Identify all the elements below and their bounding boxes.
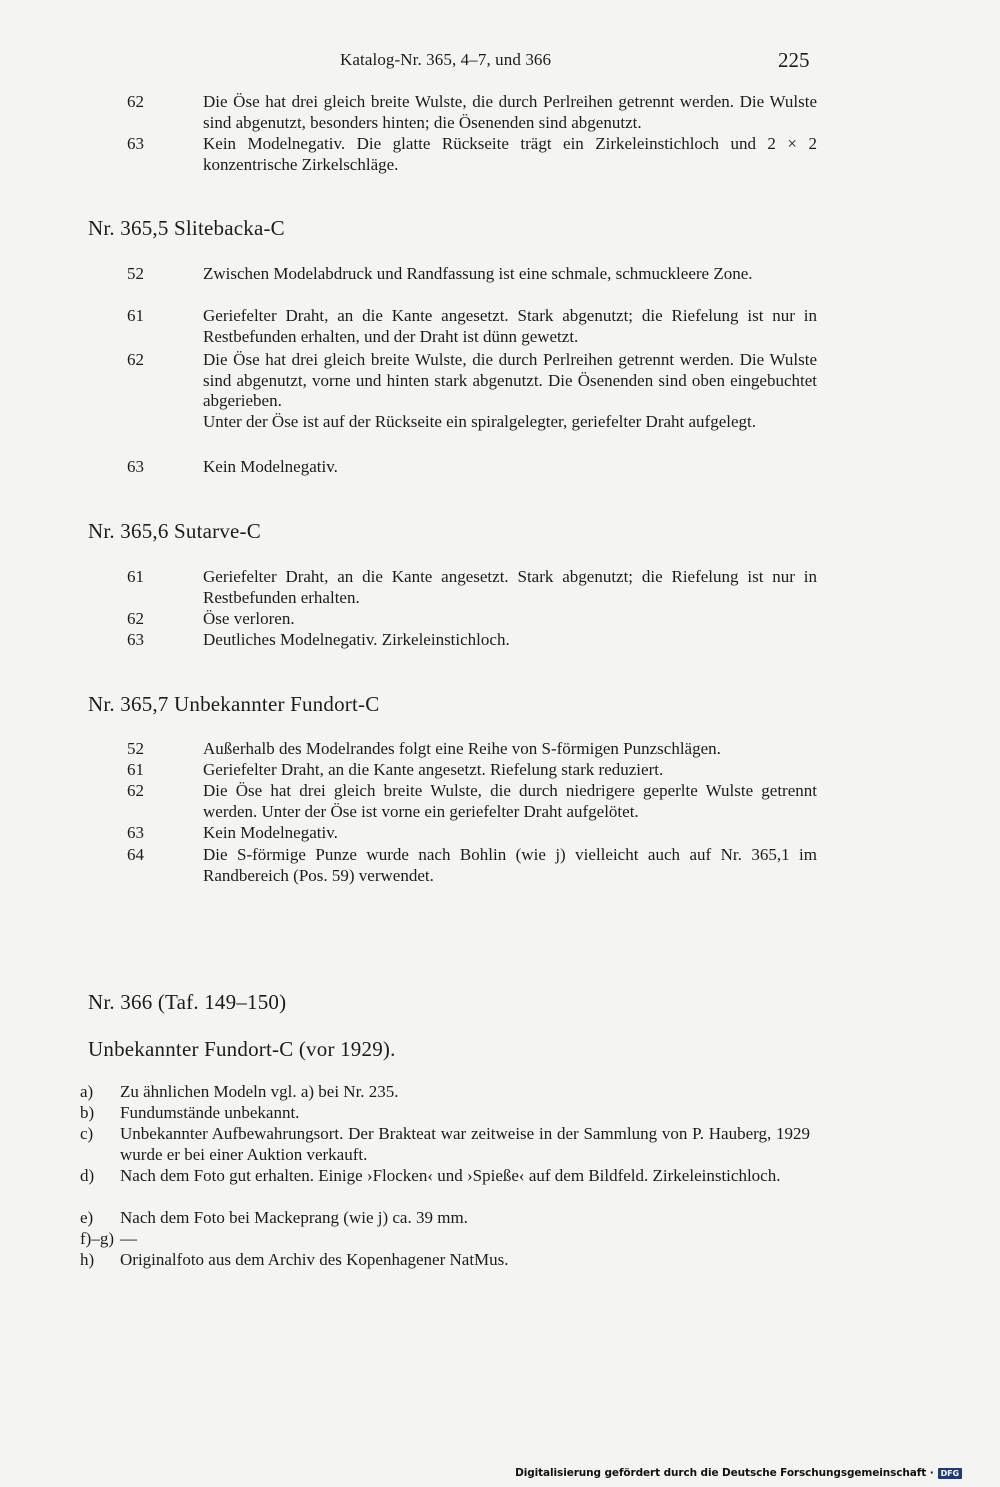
entry-number: 61: [127, 567, 144, 586]
list-text: —: [120, 1229, 137, 1248]
list-item: [80, 1166, 810, 1187]
entry-item: [127, 781, 817, 822]
entry-number: 63: [127, 457, 144, 476]
entry-number: 62: [127, 609, 144, 628]
list-text: Originalfoto aus dem Archiv des Kopenhagener NatMus.: [120, 1250, 509, 1269]
page-number: 225: [778, 48, 810, 72]
list-item: [80, 1103, 810, 1124]
entry-text: Geriefelter Draht, an die Kante angesetzt. Stark abgenutzt; die Riefelung ist nur in Restbefunden erhalten, und der Draht ist dünn gewetzt.: [203, 306, 817, 346]
digitization-credit: [515, 1467, 962, 1479]
section-title: Nr. 366 (Taf. 149–150): [88, 990, 287, 1014]
entry-number: 52: [127, 739, 144, 758]
entry-text: Kein Modelnegativ.: [203, 457, 338, 476]
entry-number: 63: [127, 823, 144, 842]
entry-number: 62: [127, 350, 144, 369]
section-subtitle: Unbekannter Fundort-C (vor 1929).: [88, 1037, 396, 1061]
list-marker: f)–g): [80, 1229, 114, 1248]
list-item: [80, 1124, 810, 1165]
entry-item: [127, 134, 817, 175]
list-marker: d): [80, 1166, 95, 1185]
list-item: [80, 1229, 810, 1250]
entry-item: [127, 350, 817, 432]
entry-text: Kein Modelnegativ.: [203, 823, 338, 842]
list-marker: h): [80, 1250, 95, 1269]
list-text: Nach dem Foto gut erhalten. Einige ›Flocken‹ und ›Spieße‹ auf dem Bildfeld. Zirkeleinstichloch.: [120, 1166, 781, 1185]
entry-item: [127, 739, 817, 760]
entry-text: Die Öse hat drei gleich breite Wulste, die durch niedrigere geperlte Wulste getrennt werden. Unter der Öse ist vorne ein geriefelter Draht aufgelötet.: [203, 781, 817, 821]
list-text: Unbekannter Aufbewahrungsort. Der Brakteat war zeitweise in der Sammlung von P. Hauberg, 1929 wurde er bei einer Auktion verkauft.: [120, 1124, 810, 1164]
credit-text: Digitalisierung gefördert durch die Deutsche Forschungsgemeinschaft ·: [515, 1467, 934, 1479]
entry-item: [127, 567, 817, 608]
section-title: Nr. 365,7 Unbekannter Fundort-C: [88, 692, 380, 716]
entry-item: [127, 630, 817, 651]
entry-text: Kein Modelnegativ. Die glatte Rückseite trägt ein Zirkeleinstichloch und 2 × 2 konzentrische Zirkelschläge.: [203, 134, 817, 174]
entry-number: 64: [127, 845, 144, 864]
entry-number: 62: [127, 781, 144, 800]
entry-item: [127, 609, 817, 630]
entry-text: Zwischen Modelabdruck und Randfassung ist eine schmale, schmuckleere Zone.: [203, 264, 753, 283]
entry-text: Die Öse hat drei gleich breite Wulste, die durch Perlreihen getrennt werden. Die Wulste sind abgenutzt, besonders hinten; die Ösenenden sind abgenutzt.: [203, 92, 817, 132]
list-marker: c): [80, 1124, 94, 1143]
entry-text: Öse verloren.: [203, 609, 295, 628]
section-title: Nr. 365,5 Slitebacka-C: [88, 216, 285, 240]
dfg-logo: DFG: [938, 1468, 962, 1479]
entry-item: [127, 457, 817, 478]
entry-number: 61: [127, 760, 144, 779]
section-title: Nr. 365,6 Sutarve-C: [88, 519, 261, 543]
entry-text: Deutliches Modelnegativ. Zirkeleinstichloch.: [203, 630, 510, 649]
list-item: [80, 1082, 810, 1103]
entry-item: [127, 845, 817, 886]
list-text: Fundumstände unbekannt.: [120, 1103, 300, 1122]
list-item: [80, 1250, 810, 1271]
list-marker: e): [80, 1208, 94, 1227]
entry-number: 61: [127, 306, 144, 325]
entry-item: [127, 823, 817, 844]
entry-text: Geriefelter Draht, an die Kante angesetzt. Riefelung stark reduziert.: [203, 760, 664, 779]
entry-item: [127, 306, 817, 347]
entry-text-continued: Unter der Öse ist auf der Rückseite ein spiralgelegter, geriefelter Draht aufgelegt.: [203, 411, 756, 431]
entry-item: [127, 92, 817, 133]
list-text: Zu ähnlichen Modeln vgl. a) bei Nr. 235.: [120, 1082, 399, 1101]
entry-text: Die S-förmige Punze wurde nach Bohlin (wie j) vielleicht auch auf Nr. 365,1 im Randbereich (Pos. 59) verwendet.: [203, 845, 817, 885]
list-text: Nach dem Foto bei Mackeprang (wie j) ca. 39 mm.: [120, 1208, 468, 1227]
entry-number: 62: [127, 92, 144, 111]
entry-item: [127, 264, 817, 285]
list-item: [80, 1208, 810, 1229]
entry-text: Die Öse hat drei gleich breite Wulste, die durch Perlreihen getrennt werden. Die Wulste sind abgenutzt, vorne und hinten stark abgenutzt. Die Ösenenden sind oben eingebuchtet abgerieben.: [203, 350, 817, 410]
entry-number: 63: [127, 134, 144, 153]
entry-text: Außerhalb des Modelrandes folgt eine Reihe von S-förmigen Punzschlägen.: [203, 739, 721, 758]
entry-number: 63: [127, 630, 144, 649]
running-head: Katalog-Nr. 365, 4–7, und 366: [340, 50, 552, 69]
entry-text: Geriefelter Draht, an die Kante angesetzt. Stark abgenutzt; die Riefelung ist nur in Restbefunden erhalten.: [203, 567, 817, 607]
list-marker: b): [80, 1103, 95, 1122]
list-marker: a): [80, 1082, 94, 1101]
entry-number: 52: [127, 264, 144, 283]
entry-item: [127, 760, 817, 781]
